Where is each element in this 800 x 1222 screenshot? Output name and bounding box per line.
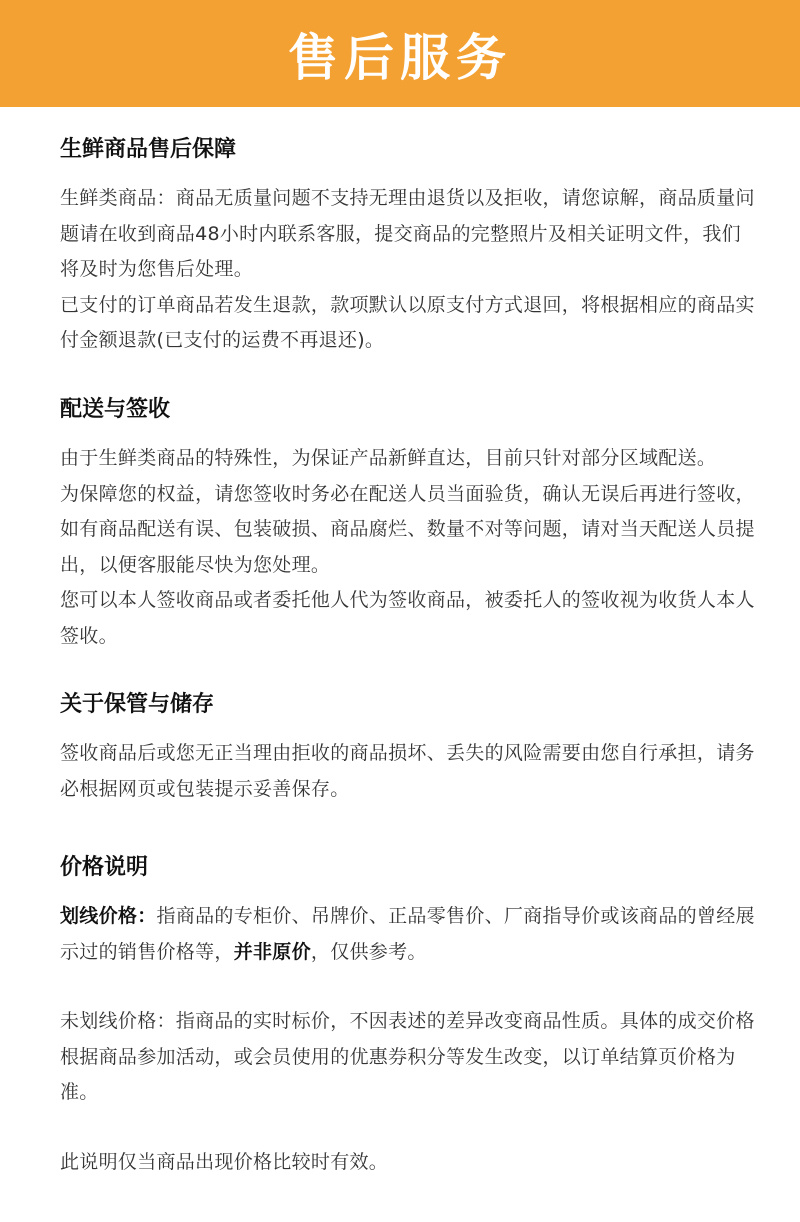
- price-strike-label: 划线价格：: [60, 905, 157, 927]
- price-plain-paragraph: 未划线价格：指商品的实时标价，不因表述的差异改变商品性质。具体的成交价格根据商品参加活动，或会员使用的优惠券积分等发生改变，以订单结算页价格为准。: [60, 1010, 755, 1103]
- section-title-storage: 关于保管与储存: [60, 692, 215, 717]
- section-delivery: [60, 394, 760, 654]
- section-fresh-after-sales: [60, 134, 760, 359]
- price-strike-text-a: 指商品的专柜价、吊牌价、正品零售价、厂商指导价或该商品的曾经展示过的销售价格等，: [60, 905, 755, 963]
- fresh-paragraph-2: 已支付的订单商品若发生退款，款项默认以原支付方式退回，将根据相应的商品实付金额退款(已支付的运费不再退还)。: [60, 293, 755, 351]
- page-title: 售后服务: [288, 28, 512, 87]
- section-price: [60, 852, 760, 1180]
- delivery-paragraph-3: 您可以本人签收商品或者委托他人代为签收商品，被委托人的签收视为收货人本人签收。: [60, 589, 755, 647]
- delivery-paragraph-1: 由于生鲜类商品的特殊性，为保证产品新鲜直达，目前只针对部分区域配送。: [60, 447, 717, 469]
- section-title-delivery: 配送与签收: [60, 397, 171, 422]
- section-title-price: 价格说明: [60, 855, 149, 880]
- section-storage: [60, 689, 760, 807]
- price-strike-paragraph: [60, 899, 760, 970]
- price-strike-bold: 并非原价: [233, 940, 311, 963]
- section-title-fresh: 生鲜商品售后保障: [60, 137, 237, 162]
- fresh-paragraph-1: 生鲜类商品：商品无质量问题不支持无理由退货以及拒收，请您谅解，商品质量问题请在收到商品48小时内联系客服，提交商品的完整照片及相关证明文件，我们将及时为您售后处理。: [60, 187, 755, 280]
- price-strike-text-c: ，仅供参考。: [310, 940, 427, 963]
- page-header: [0, 0, 800, 107]
- storage-paragraph-1: 签收商品后或您无正当理由拒收的商品损坏、丢失的风险需要由您自行承担，请务必根据网页或包装提示妥善保存。: [60, 742, 755, 800]
- delivery-paragraph-2: 为保障您的权益，请您签收时务必在配送人员当面验货，确认无误后再进行签收，如有商品配送有误、包装破损、商品腐烂、数量不对等问题，请对当天配送人员提出，以便客服能尽快为您处理。: [60, 482, 755, 576]
- price-note: 此说明仅当商品出现价格比较时有效。: [60, 1150, 389, 1173]
